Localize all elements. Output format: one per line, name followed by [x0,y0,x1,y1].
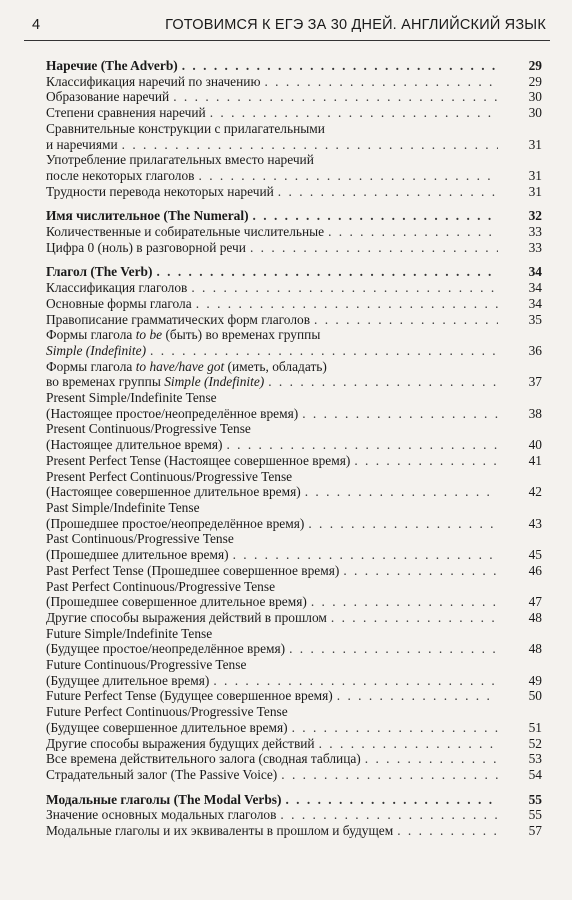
toc-entry-line [46,736,542,752]
toc-page-number: 34 [528,264,542,280]
dot-leader [285,792,498,808]
toc-entry-title: (Прошедшее простое/неопределённое время) [46,515,305,531]
toc-entry-title: Значение основных модальных глаголов [46,807,277,823]
toc-section-heading [46,264,542,280]
dot-leader [281,767,498,783]
toc-page-number: 30 [528,89,542,105]
toc-entry-line [46,531,542,547]
dot-leader [268,374,498,390]
toc-page-number: 33 [528,239,542,255]
toc-entry [46,736,542,752]
toc-entry-title: Present Perfect Continuous/Progressive Tense [46,468,293,484]
toc-page-number: 42 [528,484,542,500]
toc-entry-line [46,296,542,312]
toc-page-number: 51 [528,719,542,735]
dot-leader [210,105,498,121]
toc-entry-line [46,547,542,563]
toc-entry-line [46,121,542,137]
toc-entry [46,280,542,296]
toc-entry-title: и наречиями [46,136,118,152]
toc-entry-line [46,280,542,296]
toc-page-number: 35 [528,311,542,327]
toc-entry-line [46,500,542,516]
toc-section-heading [46,58,542,74]
toc-page-number: 55 [528,807,542,823]
toc-entry-title: Все времена действительного залога (сводная таблица) [46,751,361,767]
dot-leader [292,720,498,736]
toc-entry-title: Future Simple/Indefinite Tense [46,625,213,641]
toc-entry-line [46,152,542,168]
dot-leader [199,168,499,184]
toc-entry-title: (Настоящее совершенное длительное время) [46,484,301,500]
dot-leader [397,823,498,839]
dot-leader [328,224,498,240]
toc-section-heading [46,208,542,224]
toc-entry [46,327,542,358]
dot-leader [250,240,498,256]
dot-leader [196,296,498,312]
toc-entry [46,531,542,562]
toc-entry-line [46,767,542,783]
toc-entry-line [46,657,542,673]
toc-page-number: 30 [528,105,542,121]
toc-page-number: 36 [528,342,542,358]
toc-entry [46,610,542,626]
toc-entry-line [46,437,542,453]
toc-entry-line [46,168,542,184]
toc-entry [46,121,542,152]
toc-entry [46,688,542,704]
toc-entry-line [46,390,542,406]
toc-entry-line [46,516,542,532]
toc-entry-line [46,58,542,74]
dot-leader [343,563,498,579]
toc-entry-title: Страдательный залог (The Passive Voice) [46,766,278,782]
dot-leader [213,673,498,689]
toc-entry-title: Present Perfect Tense (Настоящее совершенное время) [46,452,351,468]
toc-entry-title: (Будущее совершенное длительное время) [46,719,288,735]
toc-entry [46,579,542,610]
toc-entry-title: Формы глагола to be (быть) во временах группы [46,327,321,343]
toc-page-number: 31 [528,183,542,199]
toc-entry-line [46,626,542,642]
toc-page-number: 43 [528,515,542,531]
toc-page-number: 46 [528,562,542,578]
toc-entry [46,453,542,469]
toc-entry-title: Past Perfect Tense (Прошедшее совершенное время) [46,562,340,578]
toc-page-number: 55 [528,791,542,807]
toc-entry-title: Past Simple/Indefinite Tense [46,499,200,515]
toc-entry-line [46,594,542,610]
toc-entry-title: Модальные глаголы и их эквиваленты в прошлом и будущем [46,823,394,839]
toc-page-number: 41 [528,452,542,468]
running-title: ГОТОВИМСЯ К ЕГЭ ЗА 30 ДНЕЙ. АНГЛИЙСКИЙ ЯЗЫК [165,17,546,33]
toc-entry-line [46,453,542,469]
toc-entry-title: (Будущее длительное время) [46,672,210,688]
dot-leader [319,736,498,752]
toc-entry-title: Past Perfect Continuous/Progressive Tense [46,578,276,594]
toc-entry [46,390,542,421]
toc-entry-title: Наречие (The Adverb) [46,58,178,73]
toc-entry-line [46,343,542,359]
toc-entry-line [46,312,542,328]
toc-page-number: 29 [528,73,542,89]
toc-page-number: 57 [528,823,542,839]
dot-leader [280,807,498,823]
toc-entry-line [46,264,542,280]
toc-entry-line [46,641,542,657]
toc-entry-title: (Будущее простое/неопределённое время) [46,641,286,657]
toc-entry [46,421,542,452]
toc-page-number: 37 [528,374,542,390]
toc-entry-title: Другие способы выражения будущих действий [46,735,315,751]
toc-entry-title: Классификация наречий по значению [46,73,261,89]
dot-leader [233,547,498,563]
toc-entry-title: Степени сравнения наречий [46,105,206,121]
toc-entry-line [46,673,542,689]
toc-entry-line [46,751,542,767]
toc-entry-line [46,224,542,240]
dot-leader [308,516,498,532]
dot-leader [173,89,498,105]
toc-entry-title: Past Continuous/Progressive Tense [46,531,234,547]
toc-entry-title: (Прошедшее длительное время) [46,547,229,563]
dot-leader [311,594,498,610]
toc-page-number: 50 [528,688,542,704]
toc-entry [46,767,542,783]
toc-entry-title: Классификация глаголов [46,280,188,296]
dot-leader [302,406,498,422]
running-header [24,14,550,41]
toc-entry-line [46,89,542,105]
toc-entry-title: Количественные и собирательные числительные [46,224,325,240]
toc-page-number: 33 [528,224,542,240]
toc-entry-title: (Настоящее простое/неопределённое время) [46,405,299,421]
toc-entry-line [46,184,542,200]
toc-entry-line [46,469,542,485]
dot-leader [226,437,498,453]
dot-leader [150,343,498,359]
toc-entry-title: Future Perfect Continuous/Progressive Tense [46,704,288,720]
toc-entry [46,184,542,200]
toc-entry-title: Употребление прилагательных вместо наречий [46,152,314,168]
toc-entry-line [46,688,542,704]
toc-entry [46,240,542,256]
toc-entry-line [46,421,542,437]
toc-entry-line [46,484,542,500]
dot-leader [191,280,498,296]
toc-entry-line [46,240,542,256]
toc-entry [46,751,542,767]
toc-entry [46,657,542,688]
dot-leader [253,208,498,224]
toc-entry [46,296,542,312]
toc-entry-line [46,74,542,90]
toc-page-number: 49 [528,672,542,688]
dot-leader [337,688,498,704]
dot-leader [354,453,498,469]
toc-entry-title: Сравнительные конструкции с прилагательными [46,120,325,136]
toc-entry-line [46,823,542,839]
dot-leader [278,184,498,200]
toc-page-number: 54 [528,766,542,782]
toc-entry [46,74,542,90]
toc-page-number: 45 [528,547,542,563]
toc-entry-line [46,359,542,375]
toc-page-number: 34 [528,280,542,296]
toc-entry-title: после некоторых глаголов [46,167,195,183]
toc-entry-title: Цифра 0 (ноль) в разговорной речи [46,239,246,255]
toc-entry-title: Модальные глаголы (The Modal Verbs) [46,791,282,807]
toc-entry-line [46,374,542,390]
toc-entry-line [46,807,542,823]
toc-page-number: 32 [528,208,542,224]
toc-entry-line [46,610,542,626]
toc-page-number: 31 [528,167,542,183]
dot-leader [331,610,498,626]
toc-entry-title: Формы глагола to have/have got (иметь, обладать) [46,358,327,374]
toc-entry-line [46,406,542,422]
toc-entry [46,469,542,500]
toc-entry-title: Имя числительное (The Numeral) [46,208,249,224]
toc-page-number: 48 [528,609,542,625]
toc-entry-line [46,327,542,343]
toc-entry-title: Образование наречий [46,89,170,105]
toc-page-number: 31 [528,136,542,152]
toc-entry [46,823,542,839]
toc-entry-line [46,579,542,595]
toc-entry-line [46,563,542,579]
toc-page-number: 48 [528,641,542,657]
dot-leader [365,751,498,767]
toc-entry [46,105,542,121]
toc-entry [46,500,542,531]
page-number: 4 [32,17,41,33]
toc-page-number: 47 [528,594,542,610]
toc-page-number: 53 [528,751,542,767]
dot-leader [289,641,498,657]
toc-page-number: 52 [528,735,542,751]
dot-leader [264,74,498,90]
toc-entry [46,704,542,735]
toc-entry-title: Другие способы выражения действий в прошлом [46,609,327,625]
dot-leader [305,484,498,500]
toc-entry-line [46,720,542,736]
toc-entry-title: Глагол (The Verb) [46,264,153,280]
toc-entry [46,626,542,657]
toc-entry-title: Future Perfect Tense (Будущее совершенное время) [46,688,333,704]
toc-entry [46,807,542,823]
dot-leader [182,58,498,74]
toc-entry-title: Simple (Indefinite) [46,342,147,358]
toc-entry-title: (Прошедшее совершенное длительное время) [46,594,307,610]
toc-entry [46,359,542,390]
toc-entry-line [46,105,542,121]
toc-entry-title: во временах группы Simple (Indefinite) [46,374,265,390]
toc-entry-line [46,137,542,153]
toc-entry-title: Present Continuous/Progressive Tense [46,421,251,437]
toc-entry-line [46,704,542,720]
toc-entry-line [46,208,542,224]
toc-page-number: 34 [528,295,542,311]
toc-entry-line [46,792,542,808]
toc-entry [46,89,542,105]
toc-section-heading [46,792,542,808]
toc-entry-title: Future Continuous/Progressive Tense [46,657,247,673]
table-of-contents [46,58,542,839]
toc-page-number: 29 [528,58,542,73]
toc-entry [46,152,542,183]
toc-entry-title: Основные формы глагола [46,295,192,311]
toc-page-number: 38 [528,405,542,421]
toc-entry [46,563,542,579]
toc-page-number: 40 [528,437,542,453]
dot-leader [122,137,498,153]
toc-entry [46,312,542,328]
toc-entry-title: Правописание грамматических форм глаголов [46,311,311,327]
toc-entry-title: Present Simple/Indefinite Tense [46,390,217,406]
dot-leader [314,312,498,328]
dot-leader [156,264,498,280]
toc-entry-title: Трудности перевода некоторых наречий [46,183,274,199]
toc-entry [46,224,542,240]
toc-entry-title: (Настоящее длительное время) [46,437,223,453]
